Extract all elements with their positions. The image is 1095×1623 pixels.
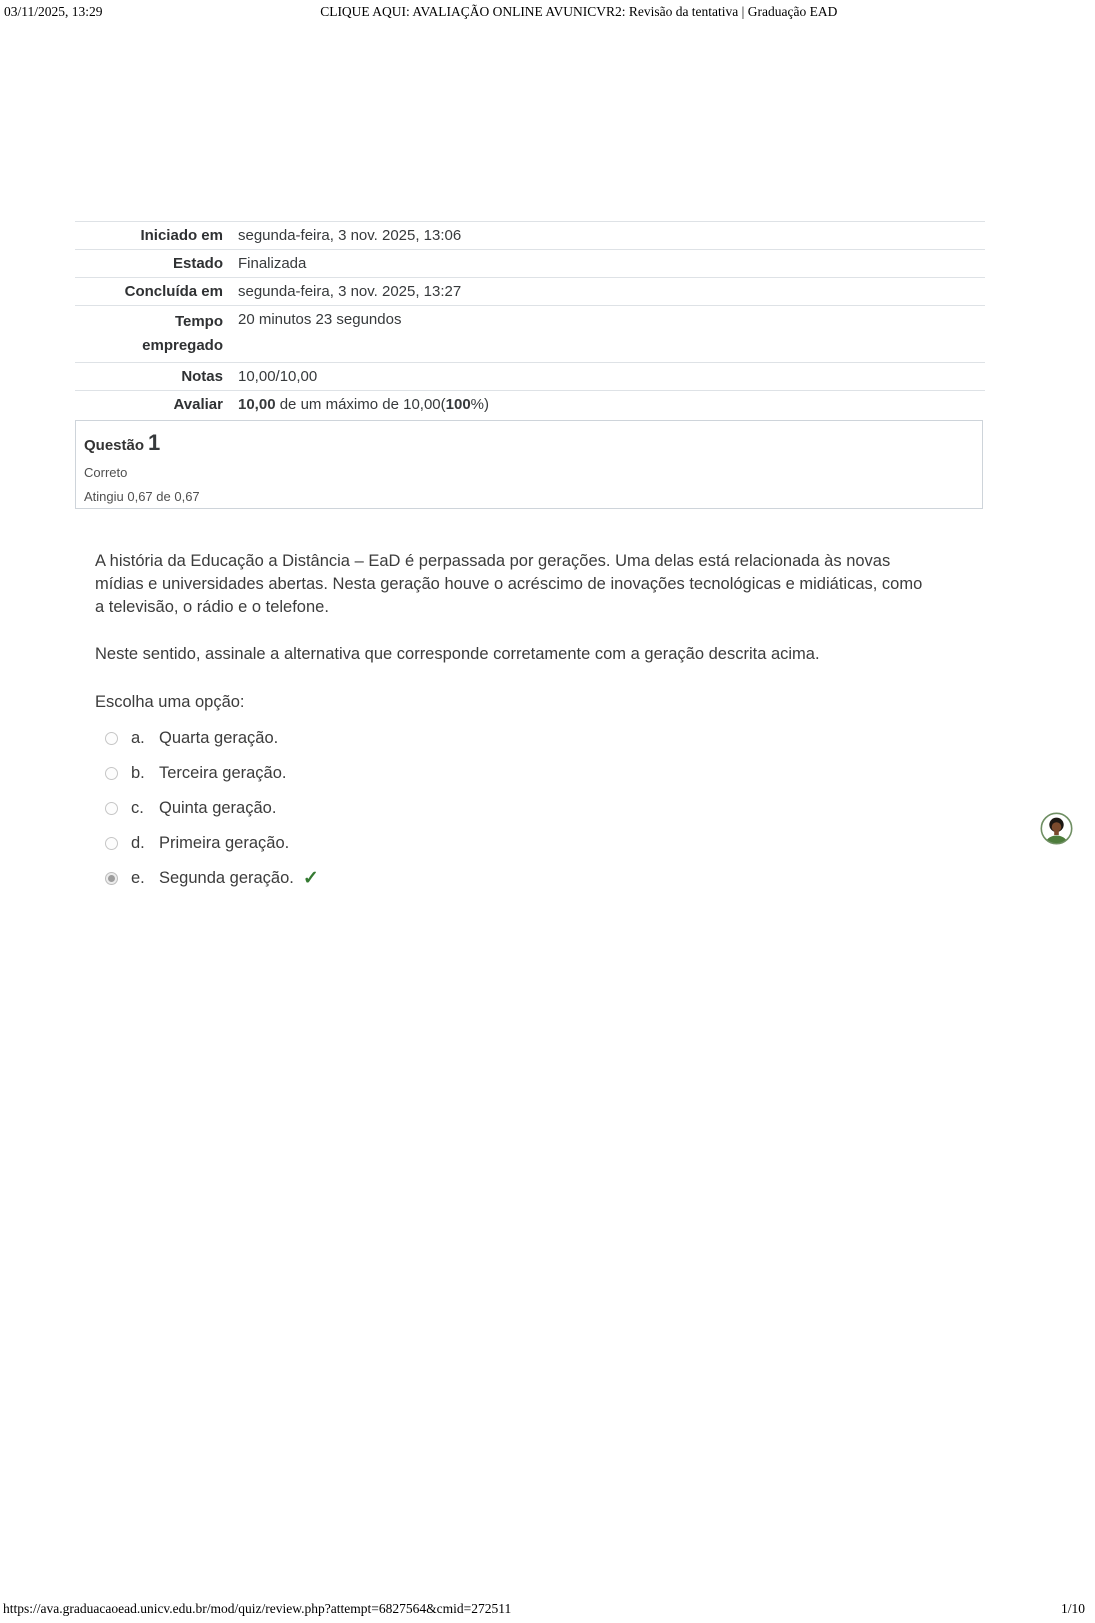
- question-text-paragraph: A história da Educação a Distância – EaD é perpassada por gerações. Uma delas está relacionada às novas mídias e universidades abertas. Nesta geração houve o acréscimo de inovações tecnológicas e midiáticas, como a televisão, o rádio e o telefone.: [95, 552, 923, 616]
- summary-label: Tempo empregado: [142, 313, 223, 354]
- options-list: [95, 728, 929, 889]
- question-info-box: [75, 420, 983, 509]
- assistant-avatar-button[interactable]: [1040, 812, 1073, 845]
- correct-check-icon: ✓: [302, 868, 319, 889]
- answer-option[interactable]: [95, 833, 929, 854]
- print-datetime: 03/11/2025, 13:29: [4, 4, 103, 19]
- grade-percent: 100: [445, 396, 471, 413]
- question-number-row: [84, 430, 974, 456]
- summary-row-state: [75, 249, 985, 277]
- answer-option[interactable]: [95, 868, 929, 889]
- summary-row-grade: [75, 390, 985, 418]
- summary-label: Concluída em: [124, 283, 223, 300]
- summary-row-time-taken: [75, 305, 985, 362]
- answer-option[interactable]: [95, 728, 929, 749]
- avatar-icon: [1040, 812, 1073, 845]
- radio-icon[interactable]: [105, 802, 118, 815]
- option-letter: e.: [131, 869, 145, 887]
- summary-value: [238, 395, 489, 414]
- summary-value: segunda-feira, 3 nov. 2025, 13:27: [238, 283, 462, 300]
- option-letter: b.: [131, 764, 145, 782]
- print-url: https://ava.graduacaoead.unicv.edu.br/mod/quiz/review.php?attempt=6827564&cmid=272511: [3, 1601, 512, 1616]
- summary-row-marks: [75, 362, 985, 390]
- radio-icon[interactable]: [105, 767, 118, 780]
- question-state: Correto: [84, 465, 128, 480]
- grade-text: de um máximo de 10,00(: [275, 396, 446, 413]
- summary-label: Notas: [181, 368, 223, 385]
- option-letter: a.: [131, 729, 145, 747]
- option-text: Quarta geração.: [159, 729, 279, 747]
- answer-prompt: Escolha uma opção:: [95, 693, 245, 711]
- grade-value: 10,00: [238, 396, 276, 413]
- question-grade: Atingiu 0,67 de 0,67: [84, 489, 200, 504]
- question-content: [95, 550, 929, 889]
- radio-icon[interactable]: [105, 732, 118, 745]
- grade-suffix: %): [470, 396, 490, 413]
- summary-value: Finalizada: [238, 255, 307, 272]
- option-text: Quinta geração.: [159, 799, 277, 817]
- print-footer: [0, 1601, 1095, 1617]
- summary-value: segunda-feira, 3 nov. 2025, 13:06: [238, 227, 462, 244]
- summary-row-completed: [75, 277, 985, 305]
- summary-label: Estado: [172, 255, 223, 272]
- answer-option[interactable]: [95, 763, 929, 784]
- summary-label: Avaliar: [173, 396, 223, 413]
- question-number: 1: [148, 430, 161, 455]
- summary-value: 10,00/10,00: [238, 368, 318, 385]
- print-page-title: CLIQUE AQUI: AVALIAÇÃO ONLINE AVUNICVR2: Revisão da tentativa | Graduação EAD: [320, 4, 838, 19]
- option-text: Terceira geração.: [159, 764, 287, 782]
- radio-icon[interactable]: [105, 837, 118, 850]
- radio-icon[interactable]: [105, 872, 118, 885]
- summary-row-started: [75, 221, 985, 249]
- question-instruction-paragraph: Neste sentido, assinale a alternativa que corresponde corretamente com a geração descrita acima.: [95, 645, 820, 663]
- print-header: [0, 4, 1095, 20]
- summary-label: Iniciado em: [140, 227, 223, 244]
- print-page-number: 1/10: [1060, 1601, 1085, 1616]
- option-letter: d.: [131, 834, 145, 852]
- option-text: Primeira geração.: [159, 834, 290, 852]
- question-number-label: Questão: [84, 437, 145, 454]
- option-text: Segunda geração.: [159, 869, 294, 887]
- option-letter: c.: [131, 799, 144, 817]
- attempt-summary-table: [75, 221, 985, 418]
- answer-option[interactable]: [95, 798, 929, 819]
- summary-value: 20 minutos 23 segundos: [238, 311, 402, 328]
